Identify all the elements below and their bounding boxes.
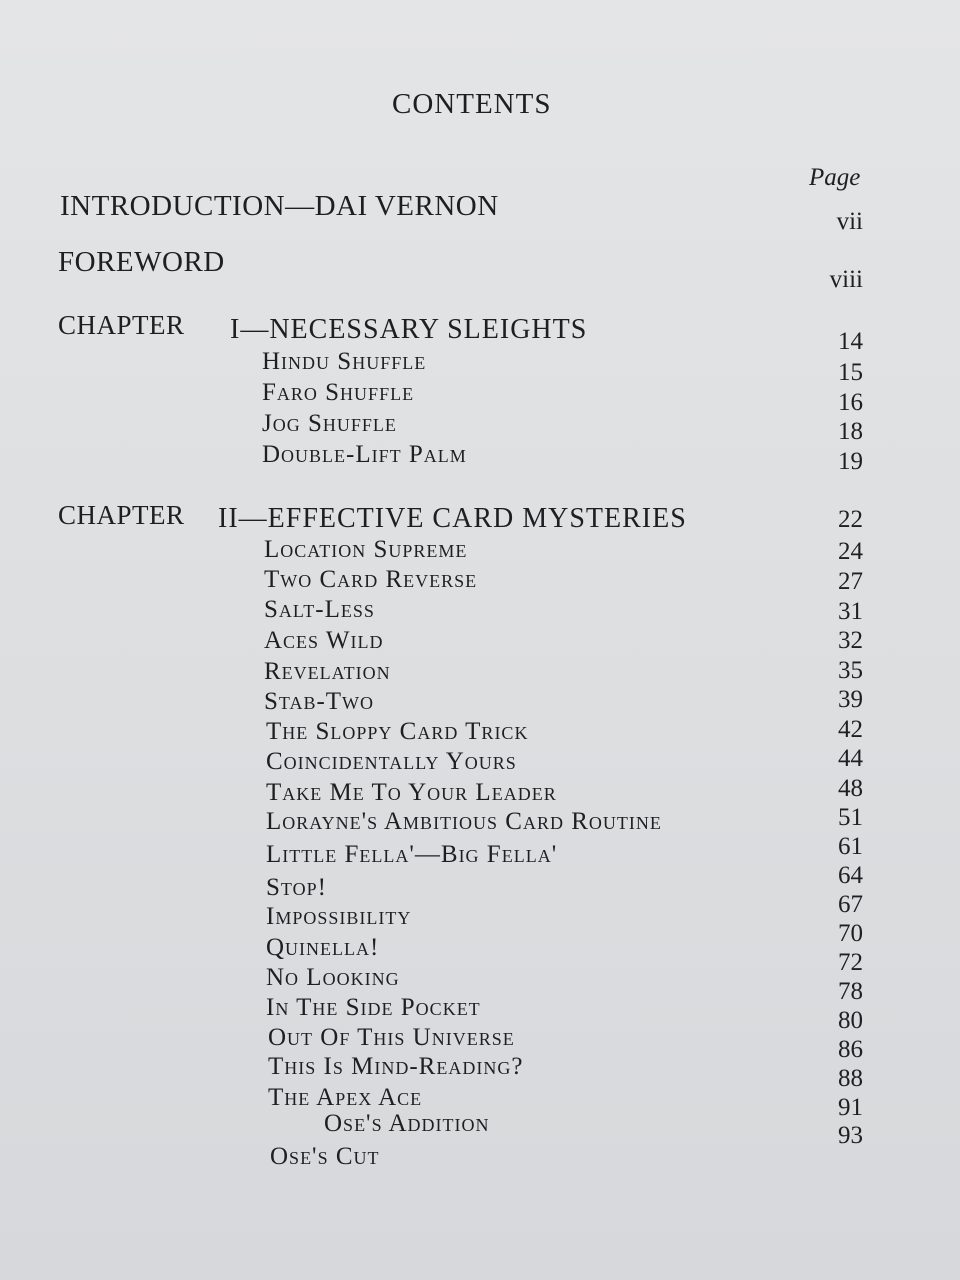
toc-entry: Coincidentally Yours [266,748,517,775]
page-number: 18 [838,418,863,445]
page-number: viii [829,266,863,293]
toc-entry: This Is Mind-Reading? [268,1053,524,1080]
chapter-label: CHAPTER [58,310,185,340]
page-number: 22 [838,506,863,533]
page-number: 16 [838,389,863,416]
toc-entry: Take Me To Your Leader [266,779,557,806]
page-number: 35 [838,657,863,684]
toc-entry: Ose's Addition [324,1110,490,1137]
toc-entry: Stab-Two [264,688,375,715]
page-number: 19 [838,448,863,475]
toc-entry: The Apex Ace [268,1084,423,1111]
toc-entry-introduction: INTRODUCTION—DAI VERNON [60,190,499,222]
toc-entry-foreword: FOREWORD [58,246,225,278]
page-column-label: Page [809,164,861,191]
toc-entry: Two Card Reverse [264,566,478,593]
toc-entry: Out Of This Universe [268,1024,515,1051]
page-number: 39 [838,686,863,713]
page-number: 51 [838,804,863,831]
page-number: 91 [838,1094,863,1121]
page-number: 70 [838,920,863,947]
page-number: 86 [838,1036,863,1063]
toc-entry: Little Fella'—Big Fella' [266,841,558,868]
page-number: 15 [838,359,863,386]
page-number: 67 [838,891,863,918]
toc-entry: Lorayne's Ambitious Card Routine [266,808,662,835]
toc-entry: Stop! [266,874,327,901]
toc-entry: Jog Shuffle [262,410,397,437]
page-number: 32 [838,627,863,654]
toc-entry: Location Supreme [264,536,468,563]
chapter-label: CHAPTER [58,500,185,530]
toc-entry: Revelation [264,658,391,685]
page-number: 27 [838,568,863,595]
page-number: 64 [838,862,863,889]
toc-entry: Salt-Less [264,596,375,623]
toc-entry: Ose's Cut [270,1143,380,1170]
page-number: 61 [838,833,863,860]
chapter-title: II—EFFECTIVE CARD MYSTERIES [218,503,687,534]
page-number: 44 [838,745,863,772]
page-number: 24 [838,538,863,565]
toc-entry: Quinella! [266,934,380,961]
toc-entry: The Sloppy Card Trick [266,718,529,745]
page-number: 78 [838,978,863,1005]
contents-heading: CONTENTS [392,88,552,120]
page-number: vii [836,208,863,235]
page-number: 48 [838,775,863,802]
page-number: 31 [838,598,863,625]
page-number: 88 [838,1065,863,1092]
page-number: 14 [838,328,863,355]
toc-entry: Double-Lift Palm [262,441,467,468]
toc-entry: Aces Wild [264,627,384,654]
toc-entry: Hindu Shuffle [262,348,427,375]
page-number: 80 [838,1007,863,1034]
toc-entry: Faro Shuffle [262,379,415,406]
page-number: 42 [838,716,863,743]
page-number: 72 [838,949,863,976]
toc-entry: In The Side Pocket [266,994,481,1021]
toc-entry: No Looking [266,964,400,991]
page-number: 93 [838,1122,863,1149]
chapter-title: I—NECESSARY SLEIGHTS [230,314,588,345]
toc-entry: Impossibility [266,903,412,930]
